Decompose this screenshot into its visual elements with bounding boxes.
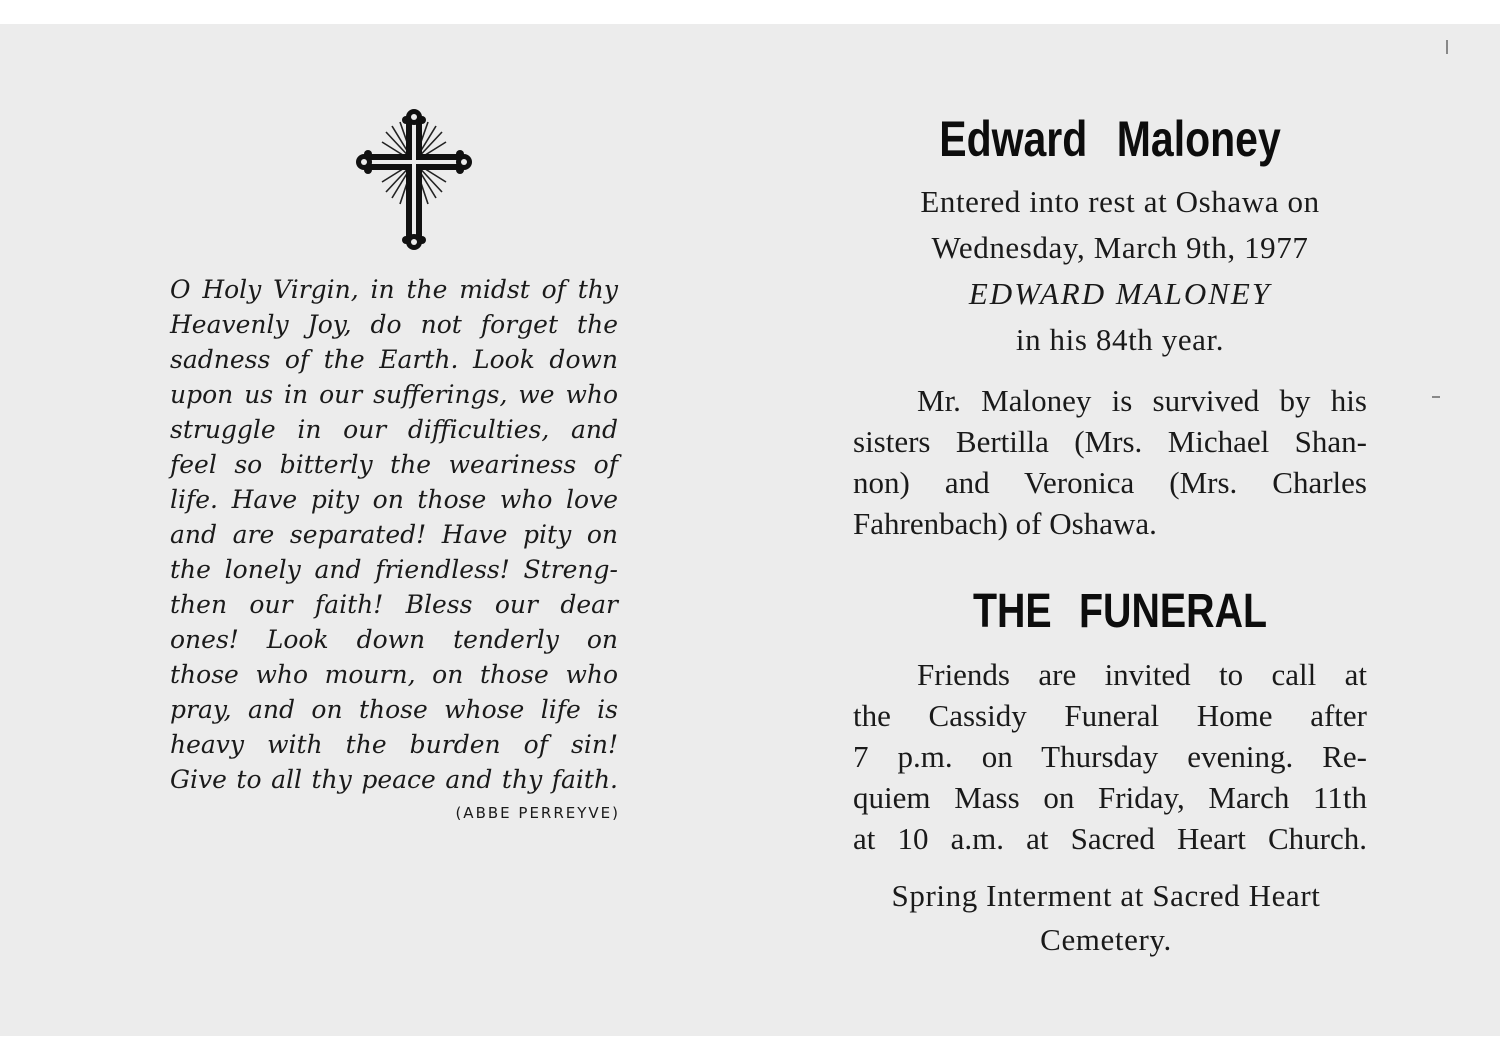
intro-line: in his 84th year.: [1015, 322, 1225, 357]
prayer-attribution: (ABBE PERREYVE): [455, 804, 620, 822]
funeral-line: quiem Mass on Friday, March 11th: [853, 780, 1367, 815]
prayer-line: sadness of the Earth. Look down: [170, 345, 618, 374]
prayer-line: pray, and on those whose life is: [170, 695, 618, 724]
deceased-name-heading: Edward Maloney: [939, 111, 1281, 167]
interment-line: Spring Interment at Sacred Heart: [891, 878, 1321, 913]
scan-speck: [1432, 396, 1440, 398]
funeral-line: the Cassidy Funeral Home after: [853, 698, 1367, 733]
prayer-line: struggle in our difficulties, and: [170, 415, 618, 444]
funeral-line: 7 p.m. on Thursday evening. Re-: [853, 739, 1367, 774]
intro-name-line: EDWARD MALONEY: [968, 276, 1272, 311]
scan-speck: [1446, 40, 1448, 54]
prayer-line: those who mourn, on those who: [170, 660, 618, 689]
funeral-line: Friends are invited to call at: [917, 657, 1367, 692]
top-border: [0, 0, 1500, 24]
survivors-line: sisters Bertilla (Mrs. Michael Shan-: [853, 424, 1367, 459]
survivors-line: Fahrenbach) of Oshawa.: [853, 506, 1157, 541]
ornate-cross-icon: [356, 108, 472, 252]
prayer-line: life. Have pity on those who love: [170, 485, 618, 514]
prayer-line: and are separated! Have pity on: [170, 520, 618, 549]
survivors-line: Mr. Maloney is survived by his: [917, 383, 1367, 418]
intro-line: Entered into rest at Oshawa on: [920, 184, 1320, 219]
funeral-paragraph: [853, 654, 1367, 859]
interment-line: Cemetery.: [1040, 922, 1172, 957]
bottom-border: [0, 1036, 1500, 1060]
intro-line: Wednesday, March 9th, 1977: [931, 230, 1309, 265]
prayer-line: O Holy Virgin, in the midst of thy: [170, 275, 618, 304]
funeral-heading: THE FUNERAL: [972, 585, 1268, 638]
prayer-line: then our faith! Bless our dear: [170, 590, 618, 619]
funeral-line: at 10 a.m. at Sacred Heart Church.: [853, 821, 1367, 856]
survivors-line: non) and Veronica (Mrs. Charles: [853, 465, 1367, 500]
prayer-line: upon us in our sufferings, we who: [170, 380, 618, 409]
prayer-text: [170, 272, 618, 797]
prayer-line: the lonely and friendless! Streng-: [170, 555, 618, 584]
prayer-line: Heavenly Joy, do not forget the: [170, 310, 618, 339]
prayer-line: Give to all thy peace and thy faith.: [170, 765, 618, 794]
prayer-line: ones! Look down tenderly on: [170, 625, 618, 654]
survivors-paragraph: [853, 380, 1367, 544]
prayer-line: feel so bitterly the weariness of: [170, 450, 618, 479]
prayer-line: heavy with the burden of sin!: [170, 730, 618, 759]
